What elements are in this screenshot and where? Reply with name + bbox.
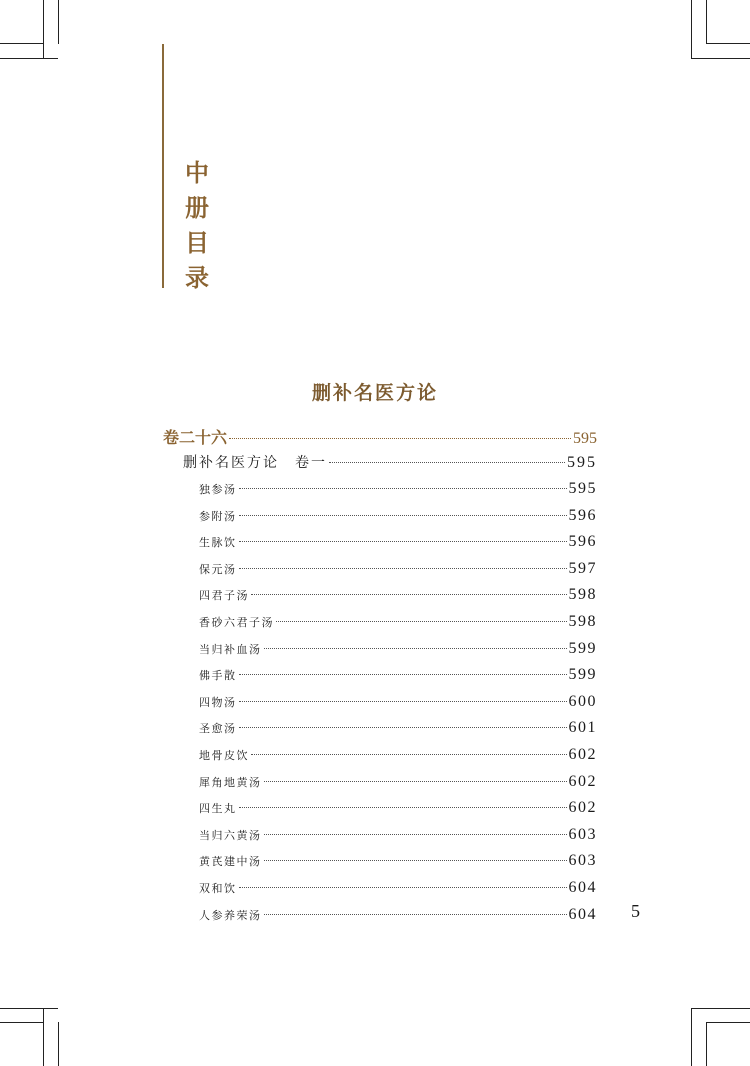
leader-dots [251,754,567,755]
leader-dots [239,515,567,516]
toc-page: 602 [568,772,597,790]
toc-entry-label: 当归六黄汤 [199,828,262,842]
title-char: 中 [185,158,209,187]
leader-dots [239,541,567,542]
toc-entry-label: 香砂六君子汤 [199,616,274,629]
toc-entry-label: 保元汤 [199,562,237,576]
toc-entry[interactable] [199,640,597,662]
crop-mark [691,1008,692,1066]
toc-page: 598 [568,613,597,630]
toc-page: 599 [568,666,597,684]
page-number: 5 [631,901,640,921]
leader-dots [239,568,567,569]
crop-mark [706,1022,750,1023]
toc-entry[interactable] [199,666,597,688]
toc-subsection[interactable] [183,452,597,474]
toc-entry[interactable] [199,693,597,715]
toc-page: 603 [568,825,597,843]
crop-mark [0,1022,44,1023]
crop-mark [0,43,44,44]
toc-entry-label: 当归补血汤 [199,642,262,656]
toc-page: 595 [573,430,597,447]
toc-page: 601 [568,719,597,737]
crop-mark [58,0,59,44]
crop-mark [706,43,750,44]
crop-mark [0,58,58,59]
toc-entry[interactable] [199,746,597,768]
toc-chapter-label: 卷二十六 [163,428,228,447]
title-char: 目 [185,228,209,257]
toc-entry[interactable] [199,852,597,874]
toc-entry-label: 犀角地黄汤 [199,775,262,789]
title-char: 册 [185,193,209,222]
leader-dots [239,701,567,702]
toc-entry[interactable] [199,719,597,741]
toc-entry[interactable] [199,480,597,502]
leader-dots [229,438,571,439]
crop-mark [691,58,750,59]
toc-entry[interactable] [199,533,597,555]
toc-entry[interactable] [199,826,597,848]
leader-dots [239,807,567,808]
page-title [180,155,214,295]
leader-dots [329,462,565,463]
toc-entry-label: 地骨皮饮 [199,749,249,762]
crop-mark [706,0,707,44]
leader-dots [251,594,567,595]
toc-entry[interactable] [199,507,597,529]
toc-entry-label: 人参养荣汤 [199,908,262,922]
crop-mark [691,0,692,58]
toc-page: 596 [568,506,597,524]
section-title: 删补名医方论 [311,382,438,404]
leader-dots [264,648,567,649]
toc-entry-label: 参附汤 [199,509,237,523]
crop-mark [43,1008,44,1066]
toc-chapter[interactable] [163,425,597,447]
crop-mark [706,1022,707,1066]
toc-entry[interactable] [199,799,597,821]
toc-entry-label: 双和饮 [199,882,237,895]
toc-page: 596 [568,533,597,551]
crop-mark [0,1008,58,1009]
toc-entry-label: 佛手散 [199,669,237,683]
toc-page: 602 [568,746,597,763]
toc-page: 604 [568,905,597,923]
toc-page: 597 [568,559,597,577]
toc-entry[interactable] [199,586,597,608]
crop-mark [691,1008,750,1009]
crop-mark [58,1022,59,1066]
toc-page: 598 [568,586,597,604]
toc-entry[interactable] [199,560,597,582]
toc-subsection-label: 删补名医方论 卷一 [183,455,327,471]
toc-entry-label: 生脉饮 [199,536,237,550]
leader-dots [264,781,567,782]
toc-page: 595 [567,454,597,471]
toc-entry-label: 四物汤 [199,695,237,709]
toc-entry[interactable] [199,613,597,635]
toc-page: 602 [568,799,597,817]
toc-page: 603 [568,852,597,870]
leader-dots [239,887,567,888]
toc-page: 604 [568,879,597,896]
leader-dots [276,621,567,622]
leader-dots [239,488,567,489]
toc-entry-label: 圣愈汤 [199,722,237,736]
leader-dots [239,674,567,675]
toc-entry[interactable] [199,906,597,928]
title-char: 录 [185,263,209,292]
toc-page: 600 [568,692,597,710]
toc-entry-label: 四君子汤 [199,589,249,603]
toc-entry-label: 四生丸 [199,802,237,816]
crop-mark [43,0,44,58]
toc-entry-label: 独参汤 [199,483,237,496]
leader-dots [264,860,567,861]
leader-dots [264,914,567,915]
leader-dots [239,727,567,728]
toc-entry[interactable] [199,879,597,901]
toc-entry-label: 黄芪建中汤 [199,855,262,869]
toc-page: 595 [568,480,597,497]
toc-page: 599 [568,639,597,657]
title-rule [162,44,164,288]
toc-entry[interactable] [199,773,597,795]
leader-dots [264,834,567,835]
